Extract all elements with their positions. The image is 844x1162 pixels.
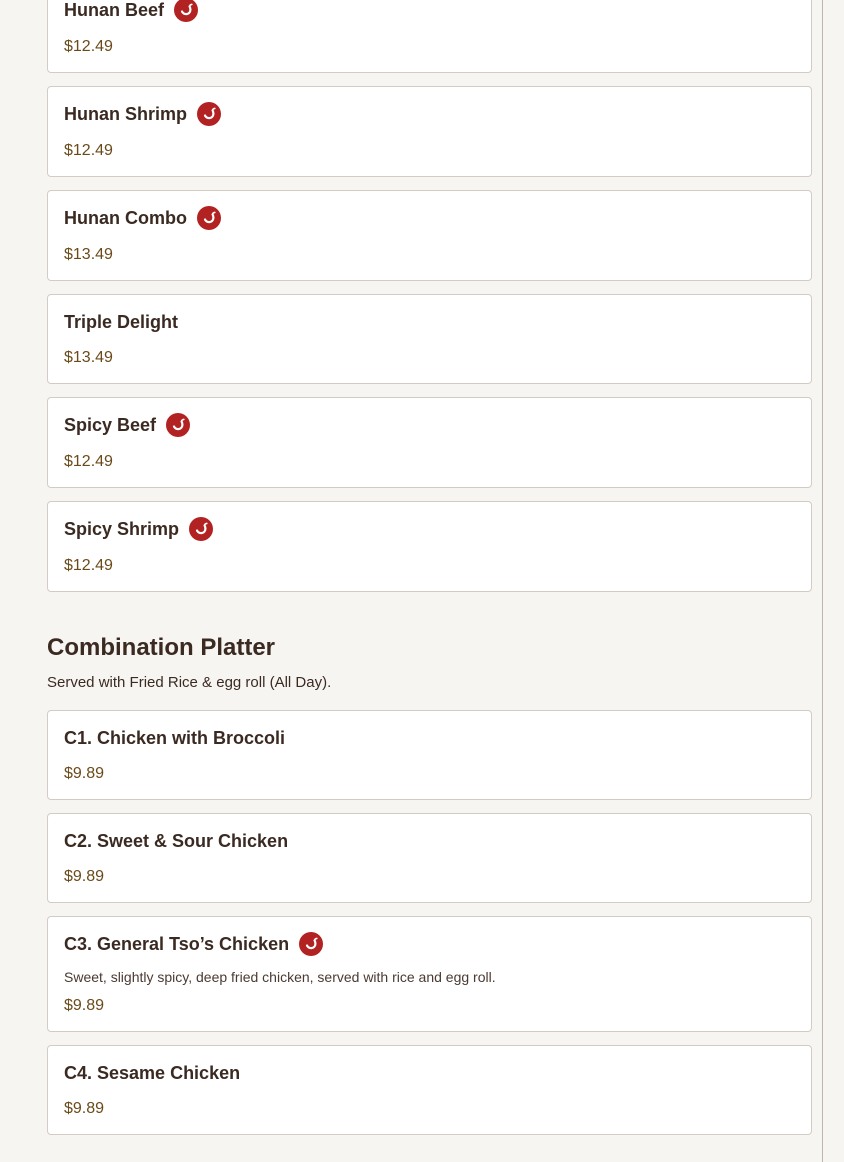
menu-item-price: $12.49 (64, 557, 113, 574)
menu-item-name: Triple Delight (64, 312, 179, 332)
menu-item-header (64, 726, 795, 750)
menu-item-price: $9.89 (64, 997, 105, 1014)
menu-item-card[interactable] (47, 710, 812, 800)
menu-item-description: Sweet, slightly spicy, deep fried chicken, served with rice and egg roll. (64, 969, 496, 985)
chili-pepper-icon (166, 413, 190, 437)
page-right-border (822, 0, 823, 1162)
menu-item-price: $12.49 (64, 142, 113, 159)
section-subtitle: Served with Fried Rice & egg roll (All Day). (47, 674, 332, 691)
menu-item-header (64, 0, 795, 22)
menu-item-price: $12.49 (64, 38, 113, 55)
menu-item-price: $13.49 (64, 349, 113, 366)
menu-item-price: $9.89 (64, 765, 105, 782)
chili-pepper-icon (197, 102, 221, 126)
menu-item-name: C3. General Tso’s Chicken (64, 934, 290, 954)
menu-item-header (64, 829, 795, 853)
menu-item-card[interactable] (47, 916, 812, 1032)
menu-item-name: Spicy Shrimp (64, 519, 180, 539)
menu-item-card[interactable] (47, 86, 812, 177)
menu-item-price: $9.89 (64, 1100, 105, 1117)
menu-item-card[interactable] (47, 813, 812, 903)
chili-pepper-icon (197, 206, 221, 230)
menu-item-card[interactable] (47, 0, 812, 73)
menu-item-name: C4. Sesame Chicken (64, 1063, 241, 1083)
menu-content (47, 0, 812, 1148)
chili-pepper-icon (189, 517, 213, 541)
menu-item-name: Hunan Beef (64, 0, 165, 20)
menu-item-price: $12.49 (64, 453, 113, 470)
menu-item-header (64, 102, 795, 126)
menu-item-card[interactable] (47, 190, 812, 281)
menu-item-card[interactable] (47, 294, 812, 384)
menu-item-card[interactable] (47, 397, 812, 488)
chili-pepper-icon (174, 0, 198, 22)
menu-item-card[interactable] (47, 501, 812, 592)
menu-item-name: Spicy Beef (64, 415, 157, 435)
menu-item-name: Hunan Combo (64, 208, 187, 228)
menu-item-price: $9.89 (64, 868, 105, 885)
menu-item-name: C2. Sweet & Sour Chicken (64, 831, 289, 851)
menu-item-header (64, 932, 795, 956)
menu-item-header (64, 413, 795, 437)
menu-item-header (64, 310, 795, 334)
menu-item-card[interactable] (47, 1045, 812, 1135)
menu-item-name: Hunan Shrimp (64, 104, 188, 124)
chili-pepper-icon (299, 932, 323, 956)
menu-item-header (64, 517, 795, 541)
menu-item-header (64, 1061, 795, 1085)
menu-item-header (64, 206, 795, 230)
section-title: Combination Platter (47, 634, 276, 661)
menu-item-name: C1. Chicken with Broccoli (64, 728, 286, 748)
menu-item-price: $13.49 (64, 246, 113, 263)
